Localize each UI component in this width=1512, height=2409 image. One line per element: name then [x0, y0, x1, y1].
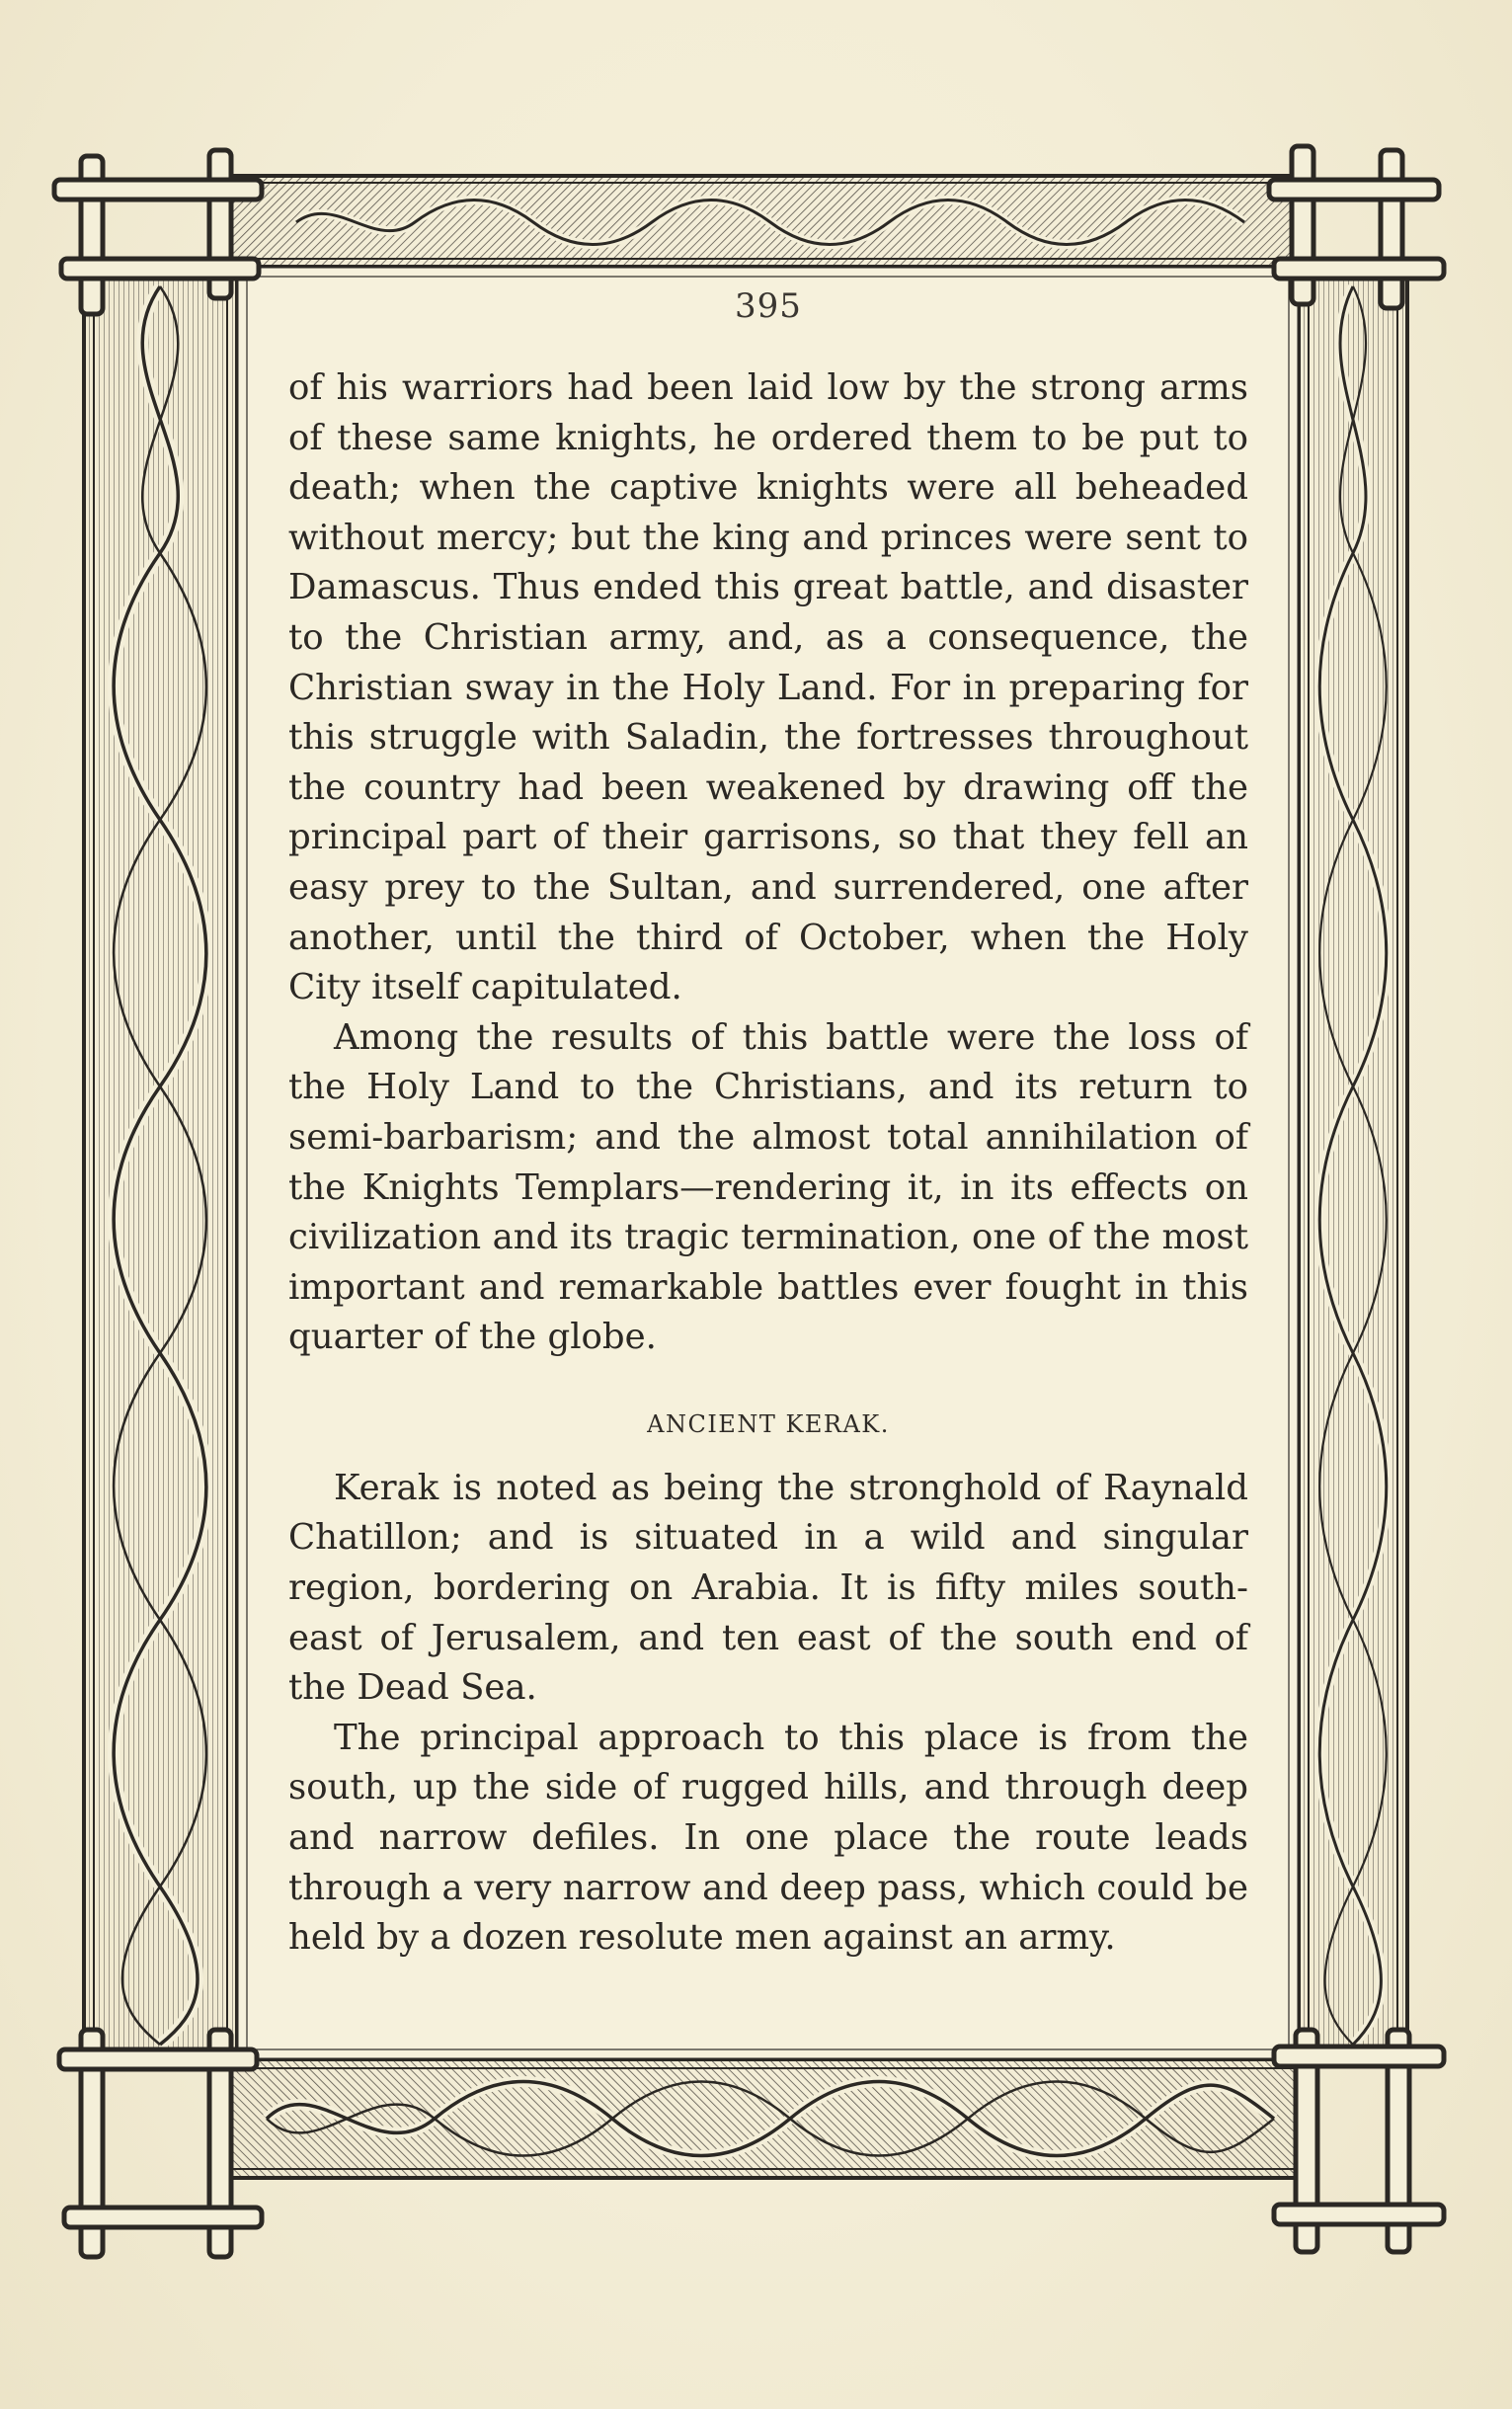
corner-ornament-bottom-left	[59, 2030, 262, 2257]
paragraph-continued: of his warriors had been laid low by the strong arms of these same knights, he ordered them to be put to death; when the captive knights were all beheaded without mercy; but the king and princes were sent to Damascus. Thus ended this great battle, and disaster to the Christian army, and, as a consequence, the Christian sway in the Holy Land. For in preparing for this struggle with Saladin, the fortresses throughout the country had been weakened by drawing off the principal part of their garrisons, so that they fell an easy prey to the Sultan, and surrendered, one after another, until the third of October, when the Holy City itself capitulated.	[288, 367, 1248, 1008]
section-heading: ANCIENT KERAK.	[647, 1409, 890, 1438]
corner-ornament-bottom-right	[1274, 2030, 1444, 2252]
page-text-block	[288, 286, 1248, 2005]
paragraph-results-of-battle: Among the results of this battle were the loss of the Holy Land to the Christians, and its return to semi-barbarism; and the almost total annihilation of the Knights Templars—rendering it, in its effects on civilization and its tragic termination, one of the most important and remarkable battles ever fought in this quarter of the globe.	[288, 1016, 1248, 1358]
right-border-column	[1299, 267, 1407, 2059]
left-border-column	[84, 267, 237, 2059]
paragraph-kerak-approach: The principal approach to this place is from the south, up the side of rugged hills, and through deep and narrow defiles. In one place the route leads through a very narrow and deep pass, which could be held by a dozen resolute men against an army.	[288, 1717, 1248, 1959]
paragraph-kerak-location: Kerak is noted as being the stronghold of Raynald Chatillon; and is situated in a wild and singular region, bordering on Arabia. It is fifty miles south-east of Jerusalem, and ten east of the south end of the Dead Sea.	[288, 1467, 1248, 1709]
page-number: 395	[735, 286, 802, 326]
bottom-border-band	[222, 2059, 1299, 2178]
top-border-band	[222, 176, 1299, 267]
